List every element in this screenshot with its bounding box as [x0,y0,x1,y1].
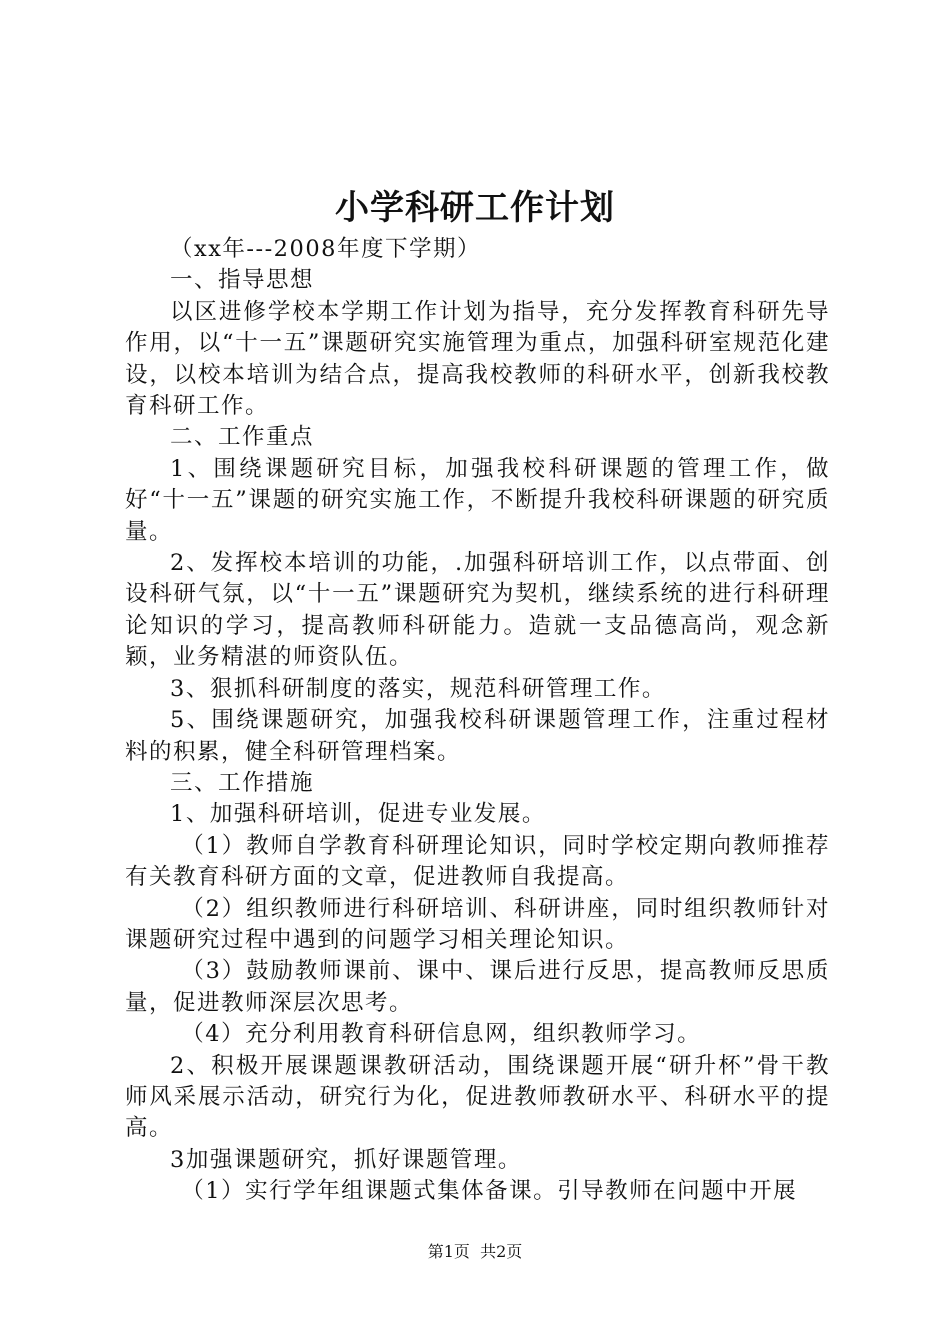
paragraph: 2、发挥校本培训的功能，.加强科研培训工作，以点带面、创设科研气氛，以“十一五”课题研究为契机，继续系统的进行科研理论知识的学习，提高教师科研能力。造就一支品德高尚，观念新颖，业务精湛的师资队伍。 [125,550,830,671]
paragraph: 2、积极开展课题课教研活动，围绕课题开展“研升杯”骨干教师风采展示活动，研究行为化，促进教师教研水平、科研水平的提高。 [125,1052,830,1142]
paragraph: 5、围绕课题研究，加强我校科研课题管理工作，注重过程材料的积累，健全科研管理档案。 [125,707,830,765]
paragraph: （1）教师自学教育科研理论知识，同时学校定期向教师推荐有关教育科研方面的文章，促进教师自我提高。 [125,832,830,891]
page-footer [0,1240,950,1264]
page-total: 共2页 [480,1242,523,1261]
paragraph: （2）组织教师进行科研培训、科研讲座，同时组织教师针对课题研究过程中遇到的问题学习相关理论知识。 [125,895,830,953]
paragraph: 3加强课题研究，抓好课题管理。 [170,1146,522,1173]
footer-spacer [470,1242,480,1261]
heading-guiding-thought: 一、指导思想 [170,267,315,294]
paragraph: （1）实行学年组课题式集体备课。引导教师在问题中开展 [181,1178,798,1205]
paragraph: （4）充分利用教育科研信息网，组织教师学习。 [181,1021,702,1048]
page-number: 第1页 [427,1242,470,1261]
document-title: 小学科研工作计划 [335,188,615,228]
heading-work-focus: 二、工作重点 [170,424,315,451]
paragraph: （3）鼓励教师课前、课中、课后进行反思，提高教师反思质量，促进教师深层次思考。 [125,958,830,1016]
paragraph: 1、加强科研培训，促进专业发展。 [170,801,546,828]
document-body [125,234,830,1208]
heading-work-measures: 三、工作措施 [170,769,315,796]
paragraph-term: （xx年---2008年度下学期） [170,236,481,262]
paragraph: 1、围绕课题研究目标，加强我校科研课题的管理工作，做好“十一五”课题的研究实施工作，不断提升我校科研课题的研究质量。 [125,455,830,545]
paragraph: 3、狠抓科研制度的落实，规范科研管理工作。 [170,675,666,702]
paragraph: 以区进修学校本学期工作计划为指导，充分发挥教育科研先导作用，以“十一五”课题研究实施管理为重点，加强科研室规范化建设，以校本培训为结合点，提高我校教师的科研水平，创新我校教育科研工作。 [125,298,830,420]
